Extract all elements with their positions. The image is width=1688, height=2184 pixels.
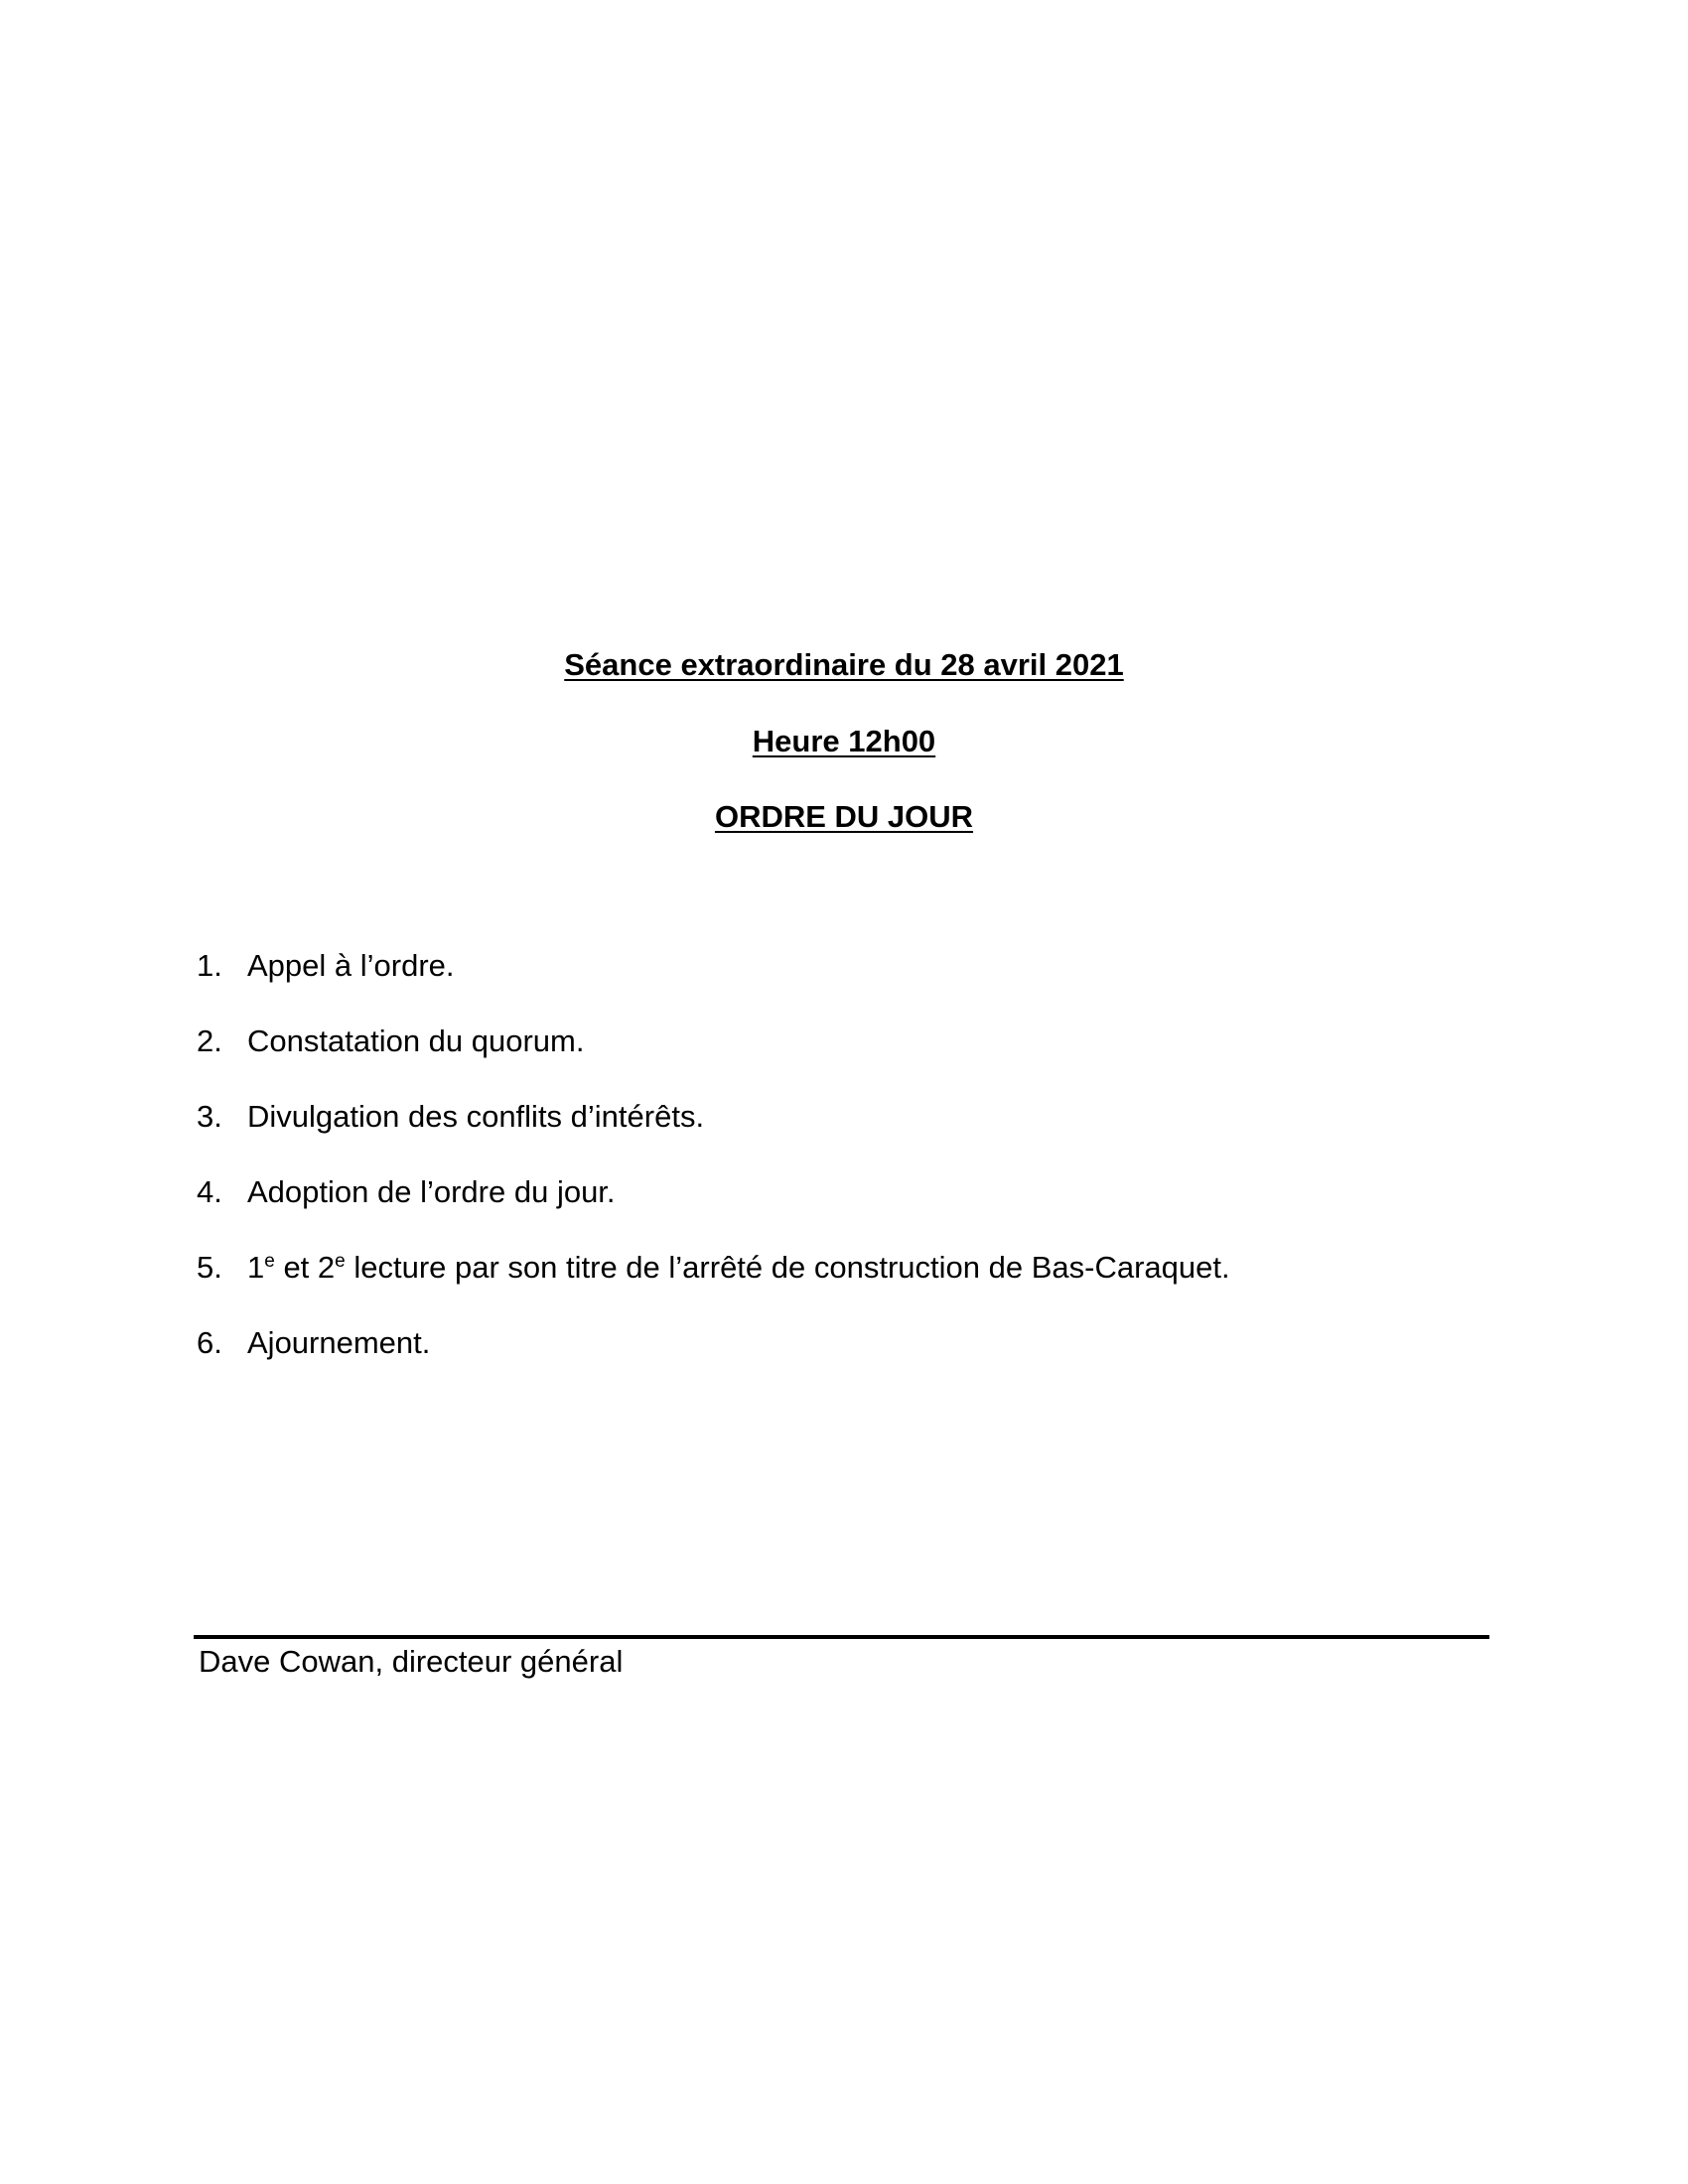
agenda-item-text: Ajournement. [247, 1325, 431, 1360]
meeting-title: Séance extraordinaire du 28 avril 2021 [564, 647, 1124, 682]
agenda-item-number: 4. [197, 1174, 222, 1209]
agenda-heading: ORDRE DU JOUR [714, 799, 974, 834]
agenda-item-text: Appel à l’ordre. [247, 948, 455, 983]
signature-name: Dave Cowan, directeur général [199, 1644, 624, 1679]
agenda-item-text: Divulgation des conflits d’intérêts. [247, 1099, 705, 1134]
agenda-item-number: 3. [197, 1099, 222, 1134]
agenda-item-2 [197, 1024, 1487, 1099]
agenda-item-4 [197, 1174, 1487, 1250]
agenda-item-1 [197, 948, 1487, 1024]
superscript-ordinal: e [335, 1251, 346, 1272]
agenda-item-number: 1. [197, 948, 222, 983]
agenda-list [197, 948, 1487, 1401]
agenda-item-text-part: et 2 [274, 1250, 336, 1285]
agenda-item-3 [197, 1099, 1487, 1174]
superscript-ordinal: e [264, 1251, 275, 1272]
agenda-item-number: 2. [197, 1024, 222, 1058]
agenda-item-text: Adoption de l’ordre du jour. [247, 1174, 616, 1209]
signature-line [194, 1635, 1489, 1639]
agenda-item-text-part: lecture par son titre de l’arrêté de construction de Bas-Caraquet. [345, 1250, 1230, 1285]
agenda-item-text: Constatation du quorum. [247, 1024, 585, 1058]
agenda-item-text [247, 1250, 1230, 1286]
agenda-item-text-part: 1 [247, 1250, 265, 1285]
agenda-item-6 [197, 1325, 1487, 1401]
agenda-item-5 [197, 1250, 1487, 1325]
agenda-item-number: 5. [197, 1250, 222, 1285]
agenda-item-number: 6. [197, 1325, 222, 1360]
meeting-time: Heure 12h00 [752, 724, 936, 758]
